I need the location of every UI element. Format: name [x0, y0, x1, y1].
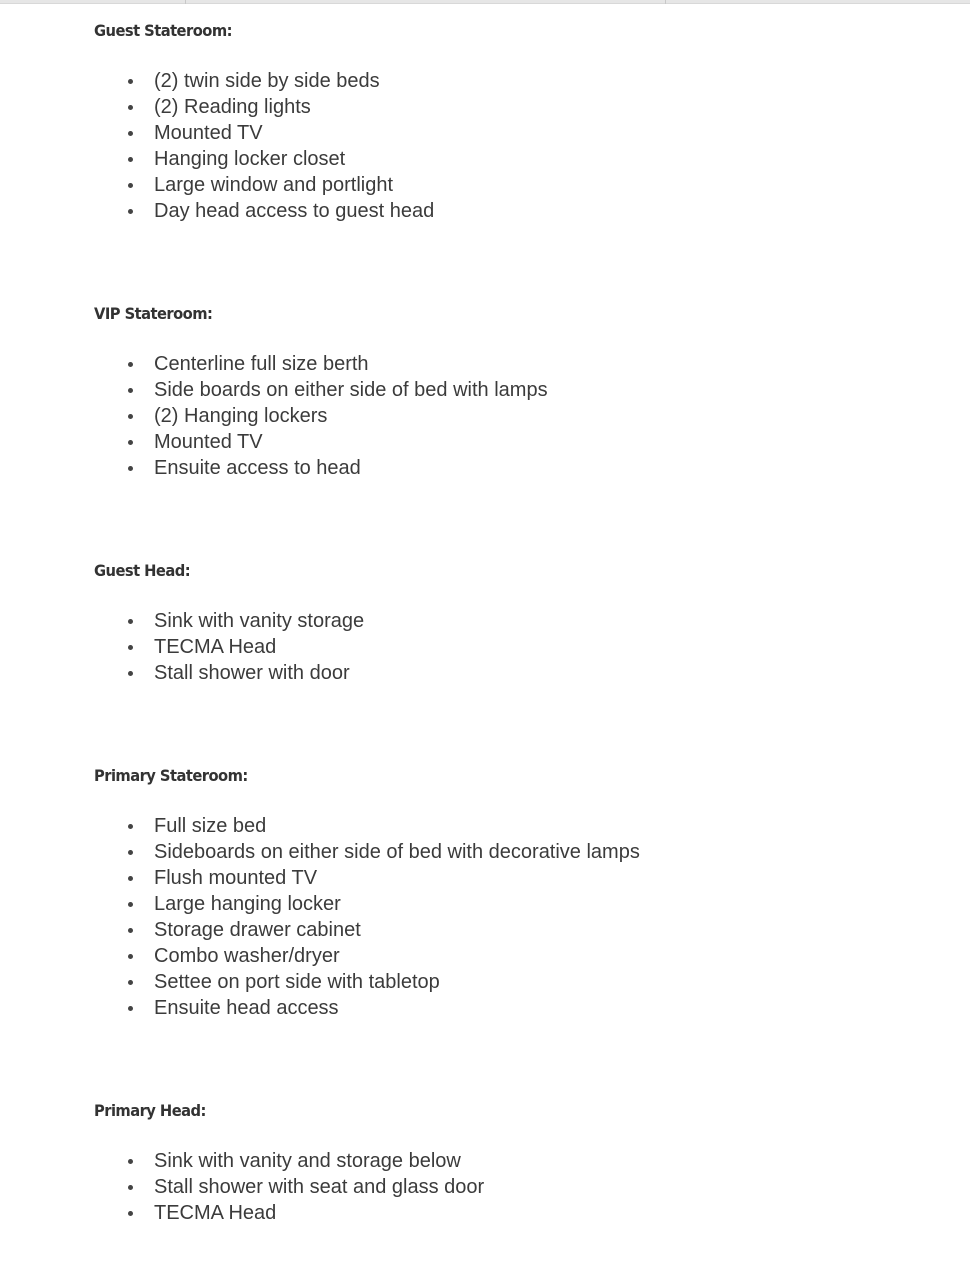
bullet-icon — [128, 388, 133, 393]
list-item — [94, 68, 434, 94]
list-item — [94, 172, 434, 198]
list-item — [94, 198, 434, 224]
bullet-icon — [128, 209, 133, 214]
bullet-icon — [128, 876, 133, 881]
section-heading: Primary Stateroom: — [94, 766, 248, 785]
list-item — [94, 1200, 484, 1226]
bullet-icon — [128, 183, 133, 188]
bullet-icon — [128, 954, 133, 959]
bullet-icon — [128, 1006, 133, 1011]
list-item-text: Centerline full size berth — [154, 353, 369, 375]
list-item-text: Stall shower with door — [154, 662, 350, 684]
list-item-text: Flush mounted TV — [154, 867, 318, 889]
section-heading: Guest Head: — [94, 561, 191, 580]
list-item-text: Sink with vanity storage — [154, 610, 365, 632]
bullet-icon — [128, 824, 133, 829]
list-item-text: Hanging locker closet — [154, 148, 346, 170]
list-item — [94, 1148, 484, 1174]
list-item — [94, 995, 640, 1021]
list-item-text: Combo washer/dryer — [154, 945, 340, 967]
list-item-text: TECMA Head — [154, 1202, 277, 1224]
list-item-text: Day head access to guest head — [154, 200, 435, 222]
section — [94, 561, 365, 684]
bullet-icon — [128, 645, 133, 650]
divider — [185, 0, 186, 4]
list-item-text: Side boards on either side of bed with lamps — [154, 379, 548, 401]
list-item-text: (2) Hanging lockers — [154, 405, 328, 427]
list-item-text: Storage drawer cabinet — [154, 919, 361, 941]
bullet-icon — [128, 928, 133, 933]
bullet-icon — [128, 671, 133, 676]
list-item — [94, 608, 364, 634]
bullet-icon — [128, 157, 133, 162]
bullet-list — [94, 813, 640, 1021]
bullet-icon — [128, 1159, 133, 1164]
list-item-text: Ensuite access to head — [154, 457, 361, 479]
list-item-text: Ensuite head access — [154, 997, 339, 1019]
list-item-text: (2) Reading lights — [154, 96, 311, 118]
bullet-icon — [128, 79, 133, 84]
list-item-text: Large hanging locker — [154, 893, 341, 915]
top-toolbar-edge — [0, 0, 970, 4]
bullet-list — [94, 608, 364, 686]
list-item — [94, 969, 640, 995]
list-item-text: Mounted TV — [154, 122, 263, 144]
section-heading: Primary Head: — [94, 1101, 206, 1120]
section-heading: VIP Stateroom: — [94, 304, 213, 323]
list-item — [94, 891, 640, 917]
list-item-text: Mounted TV — [154, 431, 263, 453]
bullet-icon — [128, 619, 133, 624]
list-item — [94, 813, 640, 839]
section — [94, 304, 548, 479]
list-item — [94, 94, 434, 120]
bullet-list — [94, 68, 434, 224]
list-item — [94, 1174, 484, 1200]
list-item — [94, 120, 434, 146]
bullet-icon — [128, 980, 133, 985]
list-item-text: Large window and portlight — [154, 174, 394, 196]
list-item-text: (2) twin side by side beds — [154, 70, 380, 92]
bullet-icon — [128, 105, 133, 110]
list-item — [94, 865, 640, 891]
list-item — [94, 839, 640, 865]
list-item-text: Settee on port side with tabletop — [154, 971, 440, 993]
list-item — [94, 943, 640, 969]
bullet-list — [94, 1148, 484, 1226]
list-item — [94, 429, 548, 455]
section — [94, 21, 435, 222]
bullet-icon — [128, 1211, 133, 1216]
list-item-text: Sink with vanity and storage below — [154, 1150, 461, 1172]
list-item — [94, 146, 434, 172]
section — [94, 1101, 485, 1224]
list-item — [94, 660, 364, 686]
section — [94, 766, 640, 1019]
bullet-icon — [128, 466, 133, 471]
section-heading: Guest Stateroom: — [94, 21, 232, 40]
bullet-icon — [128, 131, 133, 136]
list-item — [94, 377, 548, 403]
list-item — [94, 455, 548, 481]
divider — [665, 0, 666, 4]
bullet-icon — [128, 1185, 133, 1190]
bullet-icon — [128, 902, 133, 907]
list-item-text: Sideboards on either side of bed with decorative lamps — [154, 841, 640, 863]
list-item — [94, 917, 640, 943]
list-item — [94, 634, 364, 660]
bullet-icon — [128, 850, 133, 855]
bullet-list — [94, 351, 548, 481]
list-item — [94, 351, 548, 377]
bullet-icon — [128, 362, 133, 367]
list-item-text: Full size bed — [154, 815, 267, 837]
bullet-icon — [128, 440, 133, 445]
list-item — [94, 403, 548, 429]
bullet-icon — [128, 414, 133, 419]
list-item-text: Stall shower with seat and glass door — [154, 1176, 485, 1198]
list-item-text: TECMA Head — [154, 636, 277, 658]
